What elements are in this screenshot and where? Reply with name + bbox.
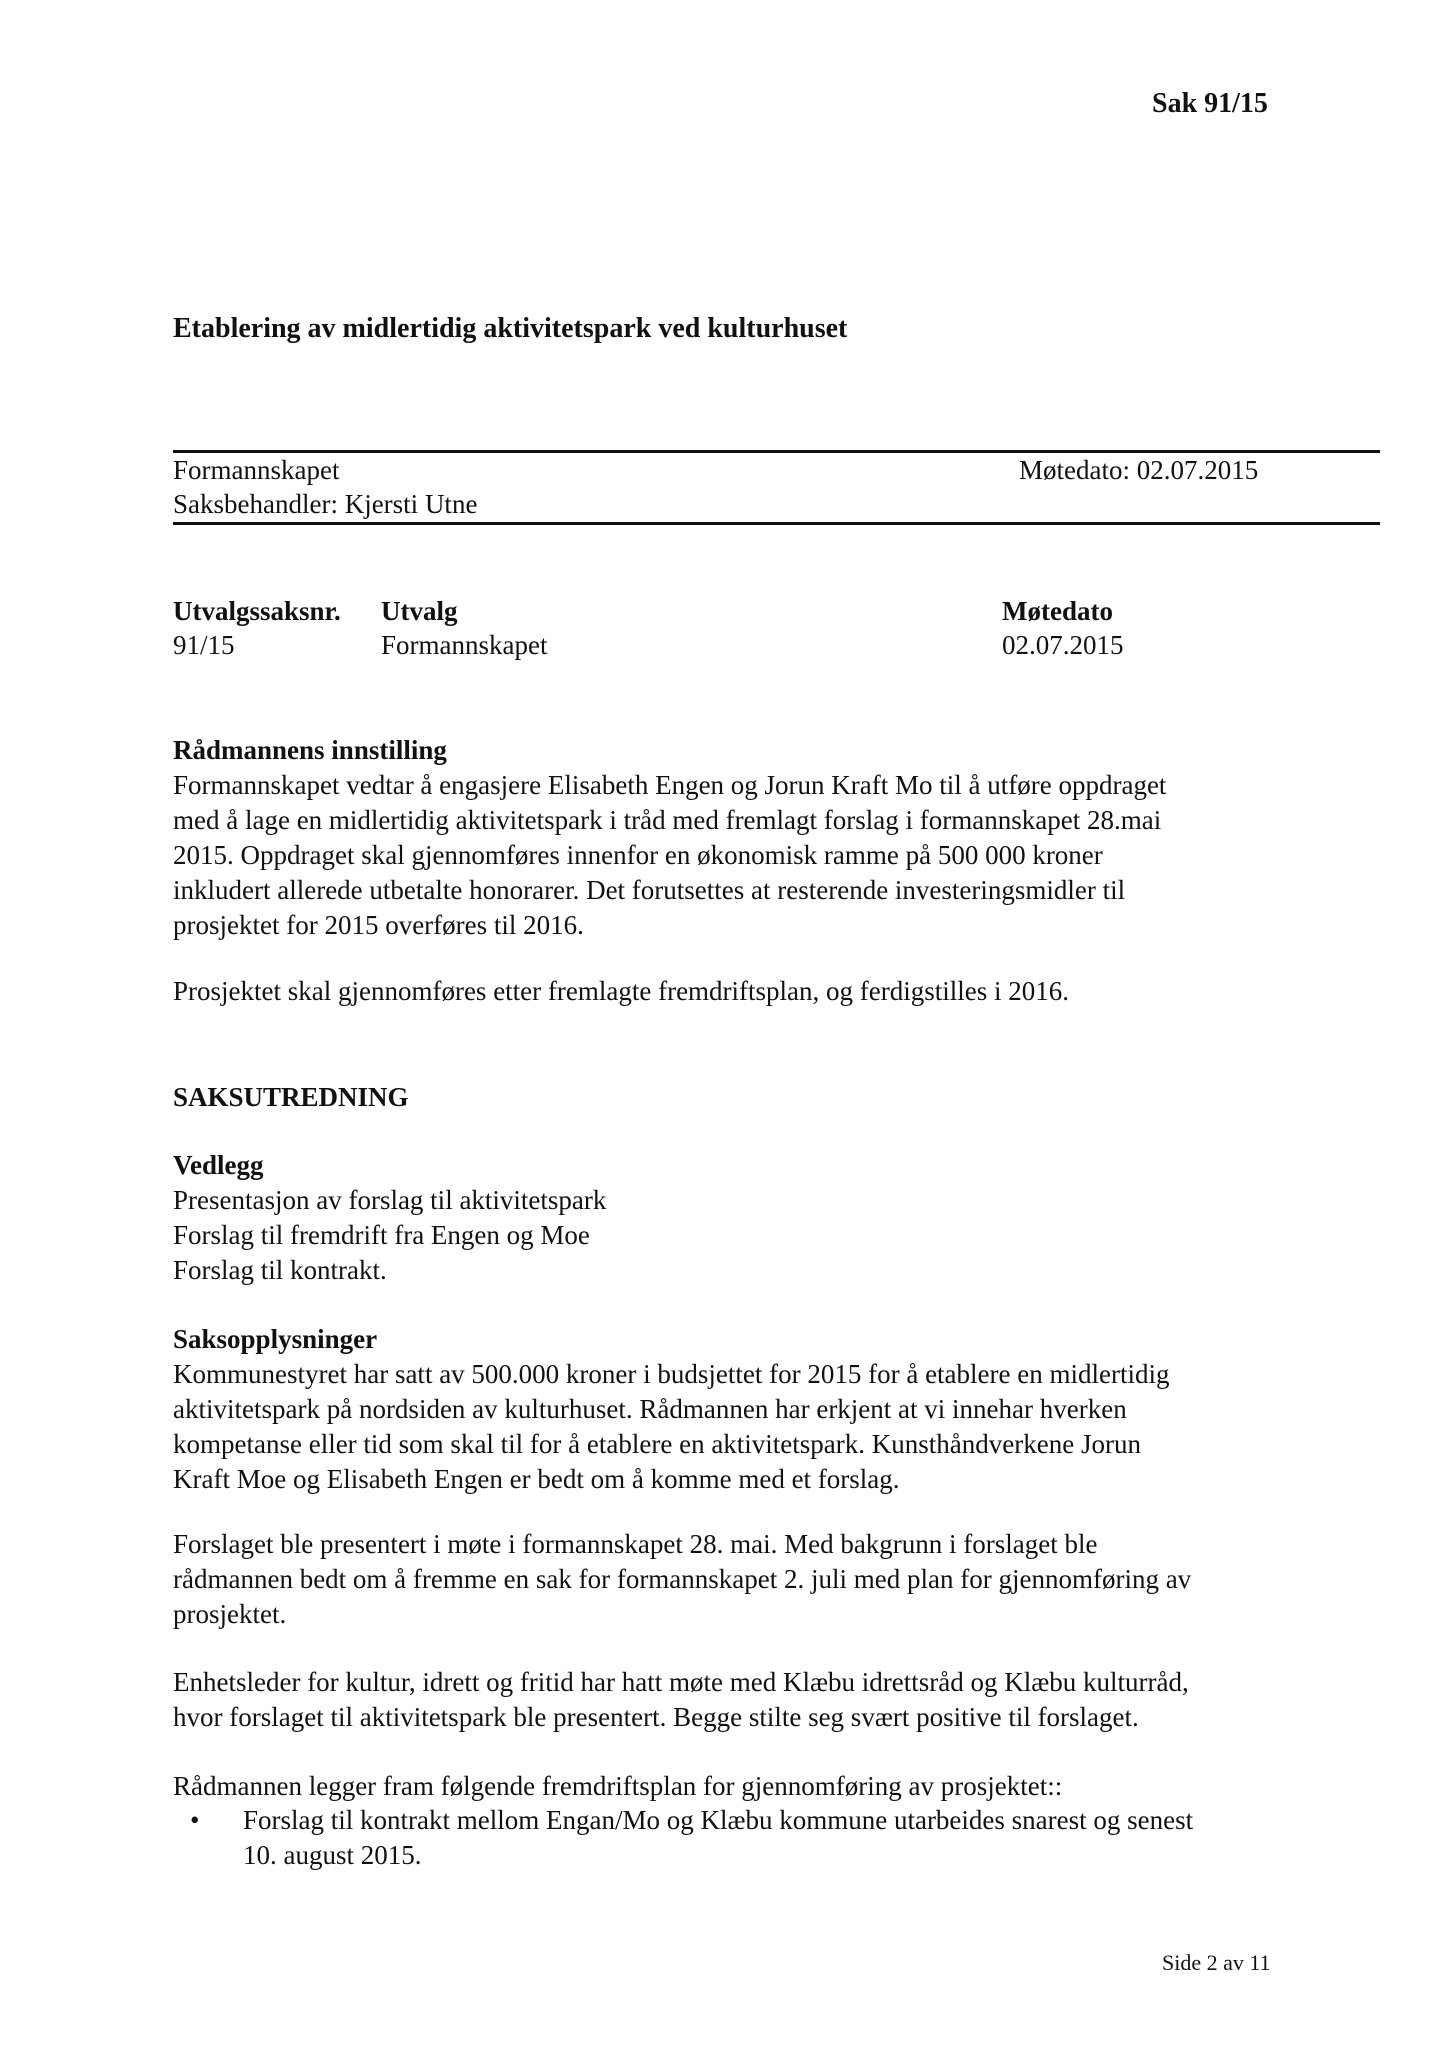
recommendation-line: 2015. Oppdraget skal gjennomføres innenfor en økonomisk ramme på 500 000 kroner [173, 840, 1103, 870]
case-info-para-1 [173, 1322, 1383, 1497]
case-info-line: kompetanse eller tid som skal til for å etablere en aktivitetspark. Kunsthåndverkene Jorun [173, 1429, 1141, 1459]
table-header-case-no: Utvalgssaksnr. [173, 596, 341, 626]
table-cell-case-no: 91/15 [173, 630, 235, 660]
list-item-line: 10. august 2015. [243, 1840, 422, 1870]
attachments-heading: Vedlegg [173, 1150, 264, 1180]
case-info-line: Enhetsleder for kultur, idrett og fritid har hatt møte med Klæbu idrettsråd og Klæbu kulturråd, [173, 1667, 1189, 1697]
recommendation-line: prosjektet for 2015 overføres til 2016. [173, 910, 584, 940]
recommendation-section [173, 733, 1373, 943]
case-info-line: Forslaget ble presentert i møte i formannskapet 28. mai. Med bakgrunn i forslaget ble [173, 1529, 1098, 1559]
case-info-line: Kraft Moe og Elisabeth Engen er bedt om å komme med et forslag. [173, 1464, 900, 1494]
case-info-para-3 [173, 1665, 1383, 1735]
case-info-para-2 [173, 1527, 1383, 1632]
table-cell-meeting-date: 02.07.2015 [1002, 630, 1124, 660]
case-section-heading: SAKSUTREDNING [173, 1082, 409, 1112]
document-title: Etablering av midlertidig aktivitetspark ved kulturhuset [173, 313, 848, 344]
attachments-section [173, 1148, 1373, 1288]
case-info-line: hvor forslaget til aktivitetspark ble presentert. Begge stilte seg svært positive til forslaget. [173, 1702, 1139, 1732]
case-info-para-4: Rådmannen legger fram følgende fremdriftsplan for gjennomføring av prosjektet:: [173, 1771, 1063, 1801]
case-info-line: aktivitetspark på nordsiden av kulturhuset. Rådmannen har erkjent at vi innehar hverken [173, 1394, 1127, 1424]
meta-body: Formannskapet [173, 455, 340, 485]
recommendation-line: Formannskapet vedtar å engasjere Elisabeth Engen og Jorun Kraft Mo til å utføre oppdraget [173, 770, 1167, 800]
list-item-text [243, 1803, 1303, 1873]
page-number: Side 2 av 11 [1162, 1950, 1271, 1975]
attachment-item: Forslag til fremdrift fra Engen og Moe [173, 1220, 590, 1250]
case-info-line: rådmannen bedt om å fremme en sak for formannskapet 2. juli med plan for gjennomføring av [173, 1564, 1192, 1594]
meta-case-officer: Saksbehandler: Kjersti Utne [173, 489, 478, 519]
attachment-item: Presentasjon av forslag til aktivitetspark [173, 1185, 607, 1215]
table-cell-committee: Formannskapet [381, 630, 548, 660]
list-item-line: Forslag til kontrakt mellom Engan/Mo og Klæbu kommune utarbeides snarest og senest [243, 1805, 1194, 1835]
table-header-committee: Utvalg [381, 596, 458, 626]
recommendation-paragraph-2: Prosjektet skal gjennomføres etter fremlagte fremdriftsplan, og ferdigstilles i 2016. [173, 976, 1070, 1006]
recommendation-heading: Rådmannens innstilling [173, 735, 447, 765]
case-info-heading: Saksopplysninger [173, 1324, 378, 1354]
bottom-rule [173, 522, 1380, 525]
case-info-line: Kommunestyret har satt av 500.000 kroner i budsjettet for 2015 for å etablere en midlertidig [173, 1359, 1170, 1389]
case-reference: Sak 91/15 [1152, 88, 1268, 119]
meta-meeting-date: Møtedato: 02.07.2015 [1019, 455, 1259, 485]
table-header-meeting-date: Møtedato [1002, 596, 1113, 626]
bullet-icon: • [190, 1805, 200, 1835]
attachment-item: Forslag til kontrakt. [173, 1255, 387, 1285]
recommendation-line: inkludert allerede utbetalte honorarer. Det forutsettes at resterende investeringsmidler til [173, 875, 1126, 905]
case-info-line: prosjektet. [173, 1599, 287, 1629]
recommendation-line: med å lage en midlertidig aktivitetspark i tråd med fremlagt forslag i formannskapet 28.mai [173, 805, 1162, 835]
